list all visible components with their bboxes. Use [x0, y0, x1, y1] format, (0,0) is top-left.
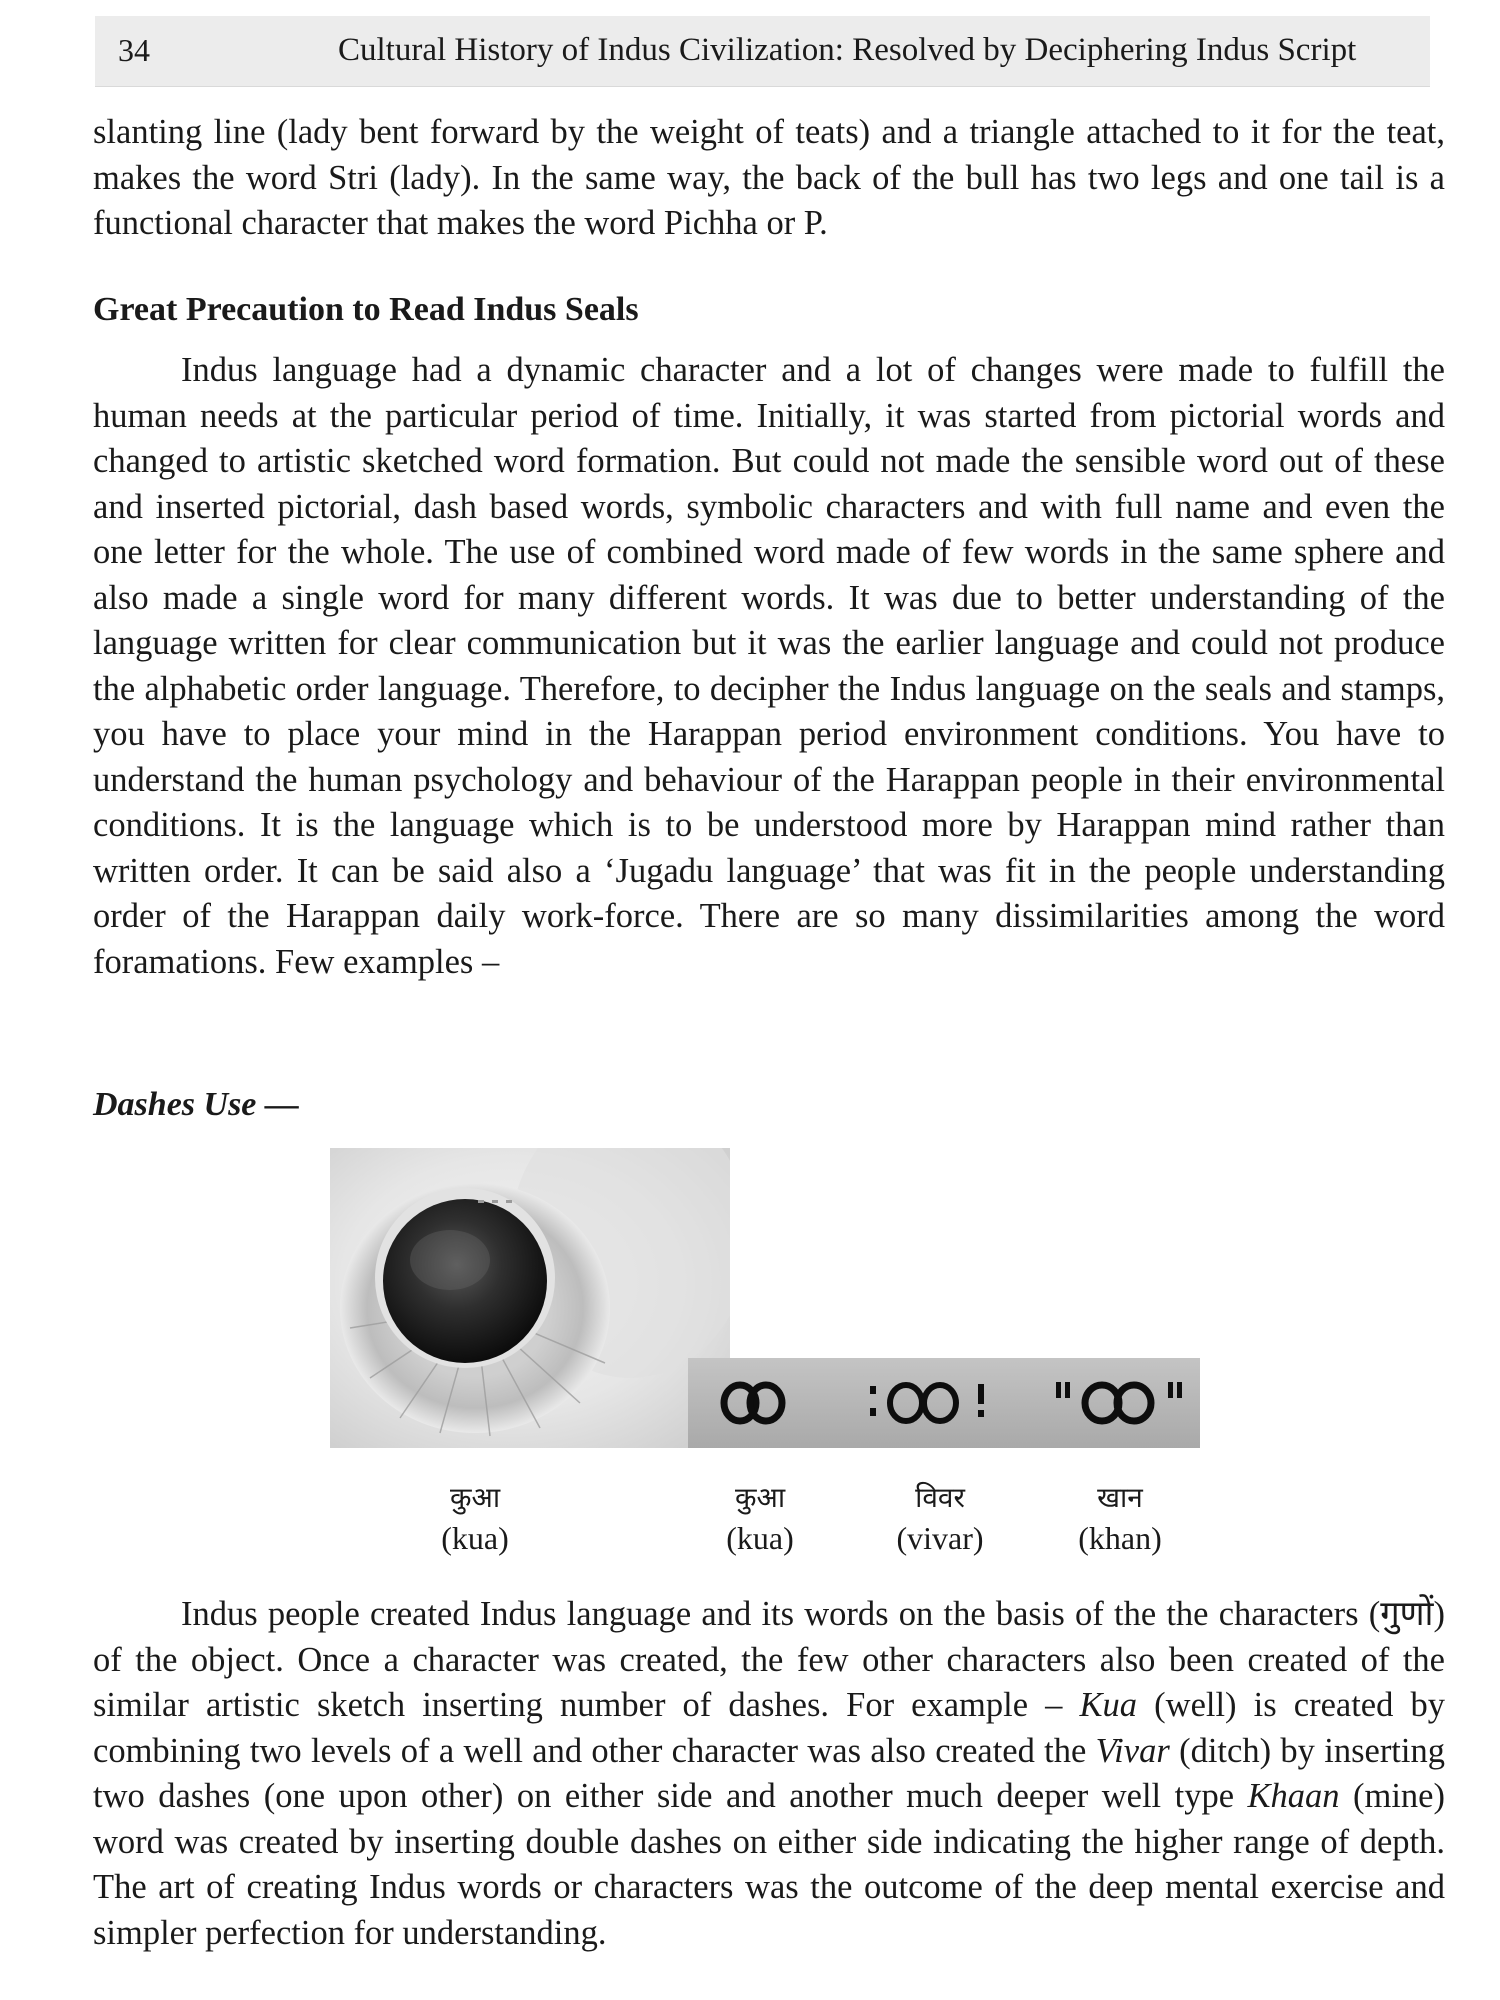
- term-kua: Kua: [1079, 1686, 1138, 1724]
- glyph-strip-svg: [688, 1358, 1200, 1448]
- caption-kua-glyph: [670, 1478, 850, 1558]
- running-title: Cultural History of Indus Civilization: Resolved by Deciphering Indus Script: [338, 32, 1357, 68]
- caption-hindi: खान: [1097, 1481, 1143, 1514]
- paragraph-text: (well) is created by combining two levels of a well and other character was also created the: [93, 1686, 1445, 1770]
- paragraph-text: (mine) word was created by inserting double dashes on either side indicating the higher range of depth. The art of creating Indus words or characters was the outcome of the deep mental exercise and simpler perfection for understanding.: [93, 1777, 1445, 1952]
- caption-khan-glyph: [1030, 1478, 1210, 1558]
- well-photograph: [330, 1148, 730, 1448]
- caption-roman: (khan): [1078, 1520, 1162, 1556]
- well-photo-svg: [330, 1148, 730, 1448]
- caption-roman: (vivar): [896, 1520, 984, 1556]
- term-khaan: Khaan: [1247, 1777, 1340, 1815]
- section-heading-precaution: Great Precaution to Read Indus Seals: [93, 291, 639, 328]
- opening-paragraph: slanting line (lady bent forward by the weight of teats) and a triangle attached to it for the teat, makes the word Stri (lady). In the same way, the back of the bull has two legs and one tail is a functional character that makes the word Pichha or P.: [93, 113, 1445, 242]
- caption-roman: (kua): [441, 1520, 509, 1556]
- precaution-paragraph: Indus language had a dynamic character and a lot of changes were made to fulfill the human needs at the particular period of time. Initially, it was started from pictorial words and changed to artistic sketched word formation. But could not made the sensible word out of these and inserted pictorial, dash based words, symbolic characters and with full name and even the one letter for the whole. The use of combined word made of few words in the same sphere and also made a single word for many different words. It was due to better understanding of the language written for clear communication but it was the earlier language and could not produce the alphabetic order language. Therefore, to decipher the Indus language on the seals and stamps, you have to place your mind in the Harappan period environment conditions. You have to understand the human psychology and behaviour of the Harappan people in their environmental conditions. It is the language which is to be understood more by Harappan mind rather than written order. It can be said also a ‘Jugadu language’ that was fit in the people understanding order of the Harappan daily work-force. There are so many dissimilarities among the word foramations. Few examples –: [93, 351, 1445, 981]
- caption-hindi: कुआ: [734, 1481, 786, 1514]
- dashes-explanation-paragraph: [93, 1592, 1445, 1956]
- caption-kua-photo: [385, 1478, 565, 1558]
- section-heading-dashes-use: Dashes Use —: [93, 1086, 299, 1123]
- term-vivar: Vivar: [1095, 1731, 1170, 1770]
- kua-glyph: [724, 1385, 782, 1421]
- paragraph-text: (ditch) by inserting two dashes (one upon other) on either side and another much deeper well type: [93, 1731, 1445, 1815]
- caption-hindi: कुआ: [449, 1481, 501, 1514]
- caption-roman: (kua): [726, 1520, 794, 1556]
- paragraph-text: Indus people created Indus language and its words on the basis of the the characters (गुणों) of the object. Once a character was created, the few other characters also been created of the similar artistic sketch inserting number of dashes. For example –: [93, 1595, 1445, 1724]
- indus-glyph-strip: [688, 1358, 1200, 1448]
- caption-vivar-glyph: [850, 1478, 1030, 1558]
- page-number: 34: [118, 32, 150, 68]
- vivar-glyph: [870, 1384, 984, 1421]
- khan-glyph: [1056, 1382, 1182, 1421]
- caption-hindi: विवर: [915, 1481, 965, 1514]
